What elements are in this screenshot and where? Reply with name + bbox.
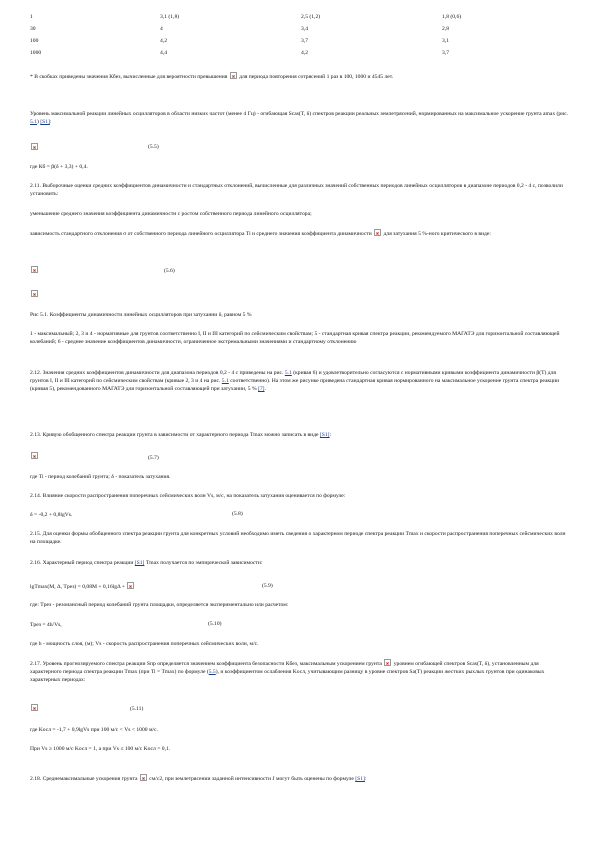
where-clause-5-10: где h - мощность слоя, (м); Vs - скорость распространения поперечных сейсмических волн, м/с.	[30, 641, 259, 647]
table-cell: 2,8	[442, 26, 449, 32]
paragraph-2-11-item-a: уменьшение среднего значения коэффициента динамичности с ростом собственного периода линейного осциллятора;	[30, 211, 312, 217]
formula-5-7-image-icon	[31, 452, 38, 459]
dynamic-coefficient-table	[30, 14, 570, 62]
figure-link-5-1[interactable]: 5.1	[221, 378, 229, 385]
table-cell: 4	[160, 26, 163, 32]
formula-5-8: δ = -0,2 + 0,8lgVs.	[30, 512, 73, 518]
table-row	[30, 50, 570, 62]
paragraph-2-14: 2.14. Влияние скорости распространения поперечных сейсмических волн Vs, м/с, на показатель затухания оценивается по формуле:	[30, 493, 346, 499]
table-row	[30, 14, 570, 26]
figure-link-5-1[interactable]: 5.1	[284, 370, 292, 376]
figure-link-5-1[interactable]: 5.1	[30, 119, 37, 126]
equation-number-5-7: (5.7)	[148, 455, 159, 461]
where-clause-5-11: где Kосл = -1,7 + 0,9lgVs при 100 м/с < Vs < 1000 м/с.	[30, 727, 158, 733]
equation-number-5-9: (5.9)	[262, 583, 273, 589]
figure-caption: Рис 5.1. Коэффициенты динамичности линейных осцилляторов при затухании δ, равном 5 %	[30, 312, 252, 318]
average-acceleration-image-icon	[140, 774, 147, 781]
table-row	[30, 38, 570, 50]
reference-link-s1[interactable]: [S1]	[134, 560, 145, 566]
table-cell: 100	[30, 38, 39, 44]
paragraph-2-11: 2.11. Выборочные оценки средних коэффициентов динамичности и стандартных отклонений, вычисленные для различных значений собственных периодов линейных осцилляторов в диапазоне периодов 0,2 - 4 с, позволили установить:	[30, 183, 563, 198]
where-clause-5-5: где Кб = β(δ + 3,3) + 0,4.	[30, 164, 88, 170]
paragraph-2-16: 2.16. Характерный период спектра реакции [S1] Tmax получается по эмпирической зависимости:	[30, 560, 263, 566]
max-acceleration-image-icon	[384, 659, 391, 666]
formula-5-6-image-icon	[31, 266, 38, 273]
paragraph-2-12: 2.12. Значения средних коэффициентов динамичности для диапазона периодов 0,2 - 4 с приведены на рис. 5.1 (кривая 6) и удовлетворительно согласуются с нормативными кривыми коэффициента динамичности β(T) для грунтов I, II и III категорий по сейсмическим свойствам (кривые 2, 3 и 4 на рис. 5.1 соответственно). На этом же рисунке приведена стандартная кривая нормированного на максимальное ускорение грунта спектра реакции (кривая 5), рекомендованного МАГАТЭ для горизонтальной составляющей при затухании, 5 % [7].	[30, 370, 560, 393]
figure-legend: 1 - максимальный; 2, 3 и 4 - нормативные для грунтов соответственно I, II и III категорий по сейсмическим свойствам; 5 - стандартная кривая спектра реакции, рекомендуемого МАГАТЭ для горизонтальной составляющей колебаний; 6 - среднее значение коэффициентов динамичности, ограниченное экстремальными значениями и стандартному отклонению	[30, 331, 560, 346]
table-cell: 4,2	[301, 50, 308, 56]
reference-link-s1[interactable]: [S1]	[355, 776, 365, 782]
figure-5-1-image-icon	[31, 290, 38, 297]
paragraph-2-18: 2.18. Среднемаксимальные ускорения грунта см/с2, при землетрясении заданной интенсивности J могут быть оценены по формуле [S1]:	[30, 776, 367, 782]
table-row	[30, 26, 570, 38]
paragraph-2-15: 2.15. Для оценки формы обобщенного спектра реакции грунта для конкретных условий необходимо иметь сведения о характерном периоде спектра реакции Tmax и скорости распространения поперечных сейсмических волн на площадке.	[30, 531, 566, 546]
equation-number-5-11: (5.11)	[130, 706, 144, 712]
table-footnote: * В скобках приведены значения Кбез, вычисленные для вероятности превышения для периода повторения сотрясений 1 раз в 100, 1000 и 4545 лет.	[30, 74, 394, 80]
reference-link-7[interactable]: [7]	[258, 386, 265, 393]
table-cell: 3,7	[301, 38, 308, 44]
table-cell: 30	[30, 26, 36, 32]
table-cell: 1,8 (0,6)	[442, 14, 462, 20]
paragraph-2-13: 2.13. Кривую обобщенного спектра реакции грунта в зависимости от характерного периода Tmax можно записать в виде [S1]:	[30, 432, 332, 438]
table-cell: 4,4	[160, 50, 167, 56]
reference-link-s1[interactable]: [S1]	[319, 432, 330, 438]
mean-coefficient-image-icon	[374, 229, 381, 236]
table-cell: 3,1 (1,8)	[160, 14, 180, 20]
equation-number-5-6: (5.6)	[164, 268, 175, 274]
table-cell: 3,7	[442, 50, 449, 56]
formula-5-9-image-icon	[127, 582, 134, 589]
paragraph-2-17-limits: При Vs ≥ 1000 м/с Kосл = 1, а при Vs ≤ 100 м/с Kосл = 0,1.	[30, 746, 171, 752]
formula-5-5-image-icon	[31, 143, 38, 150]
table-cell: 1	[30, 14, 33, 20]
formula-link-5-5[interactable]: 5.5	[208, 669, 216, 676]
table-cell: 2,5 (1,2)	[301, 14, 321, 20]
table-cell: 1000	[30, 50, 42, 56]
where-clause-5-9: где: Tpез - резонансный период колебаний грунта площадки, определяется экспериментально или расчетом:	[30, 602, 289, 608]
formula-5-9: lgTmax(M, Δ, Tpез) = 0,08M + 0,16lgΔ +	[30, 582, 135, 591]
equation-number-5-8: (5.8)	[232, 511, 243, 517]
reference-link-s1[interactable]: [S1]	[40, 119, 50, 126]
equation-number-5-10: (5.10)	[208, 621, 222, 627]
table-cell: 3,4	[301, 26, 308, 32]
broken-image-icon	[230, 72, 237, 79]
formula-5-10: Tpез = 4h/Vs,	[30, 622, 62, 628]
paragraph-2-11-item-b: зависимость стандартного отклонения σ от собственного периода линейного осциллятора Ti и среднего значения коэффициента динамичности для затухания 5 %-ного критического в виде:	[30, 231, 491, 237]
table-cell: 4,2	[160, 38, 167, 44]
paragraph-spectrum-envelope: Уровень максимальной реакции линейных осцилляторов в области низких частот (менее 4 Гц) - огибающая Scas(T, δ) спектров реакции реальных землетрясений, нормированных на максимальное ускорение грунта amax (рис. 5.1) [S1]:	[30, 111, 569, 126]
paragraph-2-17: 2.17. Уровень прогнозируемого спектра реакции Sпр определяется значением коэффициента безопасности Кбез, максимальным ускорением грунта уровнем огибающей спектров Scas(T, δ), установленным для характерного периода спектра реакции Tmax (при Ti = Tmax) по формуле (5.5), и коэффициентом ослабления Kосл, учитывающим разницу в уровне спектров Sa(T) реакции жестких рыхлых грунтов при одинаковых характерных периодах:	[30, 661, 545, 684]
equation-number-5-5: (5.5)	[148, 144, 159, 150]
table-cell: 3,1	[442, 38, 449, 44]
formula-5-11-image-icon	[31, 704, 38, 711]
where-clause-5-7: где Ti - период колебаний грунта; δ - показатель затухания.	[30, 474, 171, 480]
